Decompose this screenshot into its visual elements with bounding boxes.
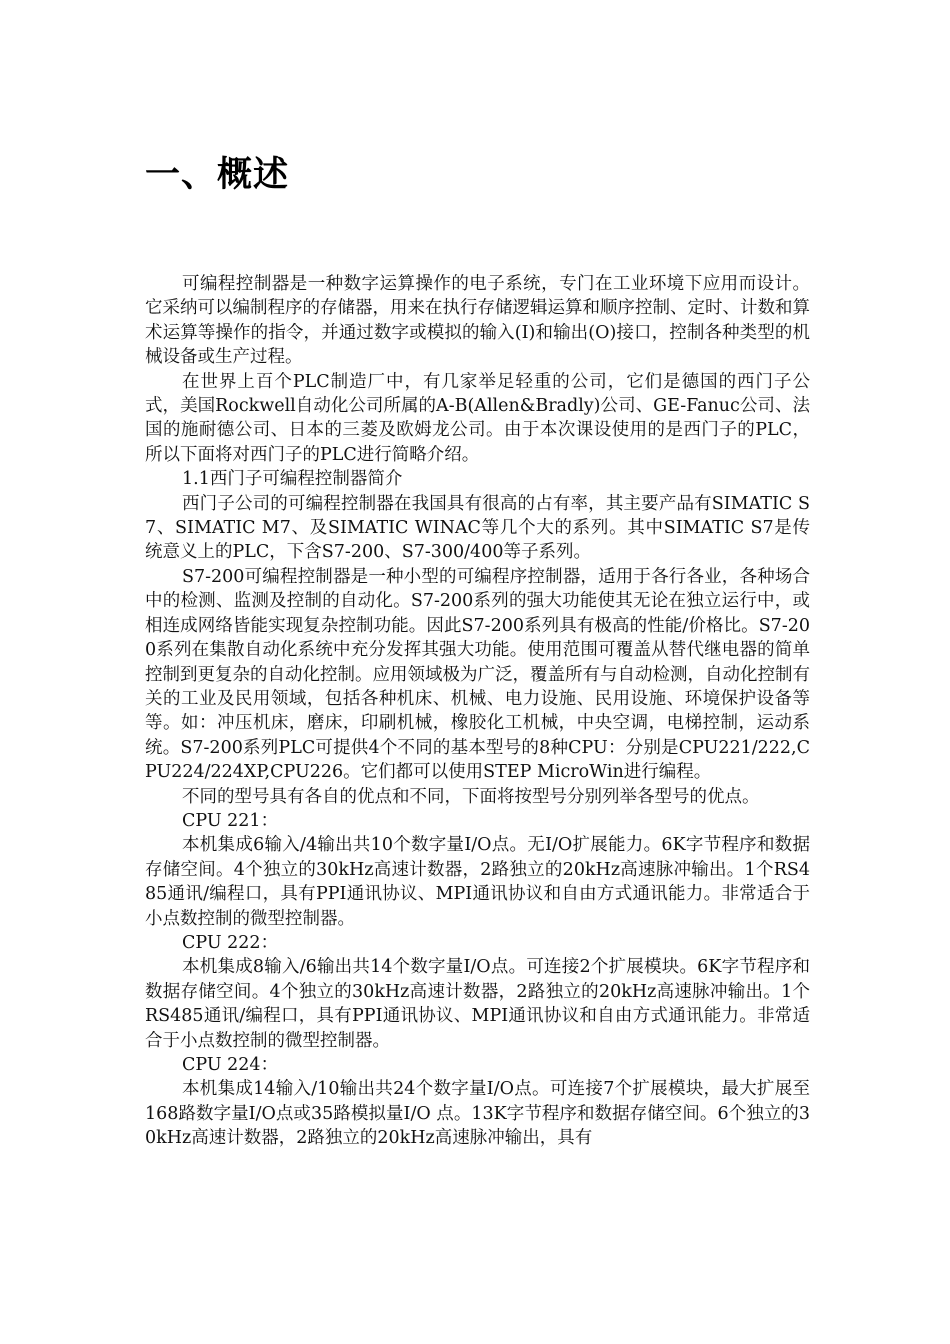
paragraph-cpu224: 本机集成14输入/10输出共24个数字量I/O点。可连接7个扩展模块，最大扩展至168路数字量I/O点或35路模拟量I/O 点。13K字节程序和数据存储空间。6个独立的30kHz高速计数器，2路独立的20kHz高速脉冲输出，具有 — [145, 1079, 810, 1149]
subsection-heading: 1.1西门子可编程控制器简介 — [182, 469, 403, 490]
model-label-cpu222: CPU 222： — [182, 932, 279, 953]
paragraph-cpu222: 本机集成8输入/6输出共14个数字量I/O点。可连接2个扩展模块。6K字节程序和数据存储空间。4个独立的30kHz高速计数器，2路独立的20kHz高速脉冲输出。1个RS485通讯/编程口，具有PPI通讯协议、MPI通讯协议和自由方式通讯能力。非常适合于小点数控制的微型控制器。 — [145, 957, 810, 1051]
paragraph-cpu221: 本机集成6输入/4输出共10个数字量I/O点。无I/O扩展能力。6K字节程序和数据存储空间。4个独立的30kHz高速计数器，2路独立的20kHz高速脉冲输出。1个RS485通讯/编程口，具有PPI通讯协议、MPI通讯协议和自由方式通讯能力。非常适合于小点数控制的微型控制器。 — [145, 835, 810, 929]
paragraph-model-intro: 不同的型号具有各自的优点和不同，下面将按型号分别列举各型号的优点。 — [182, 786, 760, 807]
section-heading: 一、概述 — [145, 155, 290, 195]
paragraph-plc-manufacturers: 在世界上百个PLC制造厂中，有几家举足轻重的公司，它们是德国的西门子公式，美国Rockwell自动化公司所属的A-B(Allen&Bradly)公司、GE-Fanuc公司、法国的施耐德公司、日本的三菱及欧姆龙公司。由于本次课设使用的是西门子的PLC，所以下面将对西门子的PLC进行简略介绍。 — [145, 371, 810, 465]
paragraph-s7-200-overview: S7-200可编程控制器是一种小型的可编程序控制器，适用于各行各业，各种场合中的检测、监测及控制的自动化。S7-200系列的强大功能使其无论在独立运行中，或相连成网络皆能实现复杂控制功能。因此S7-200系列具有极高的性能/价格比。S7-200系列在集散自动化系统中充分发挥其强大功能。使用范围可覆盖从替代继电器的简单控制到更复杂的自动化控制。应用领域极为广泛，覆盖所有与自动检测，自动化控制有关的工业及民用领域，包括各种机床、机械、电力设施、民用设施、环境保护设备等等。如：冲压机床，磨床，印刷机械，橡胶化工机械，中央空调，电梯控制，运动系统。S7-200系列PLC可提供4个不同的基本型号的8种CPU：分别是CPU221/222,CPU224/224XP,CPU226。它们都可以使用STEP MicroWin进行编程。 — [145, 566, 810, 783]
paragraph-siemens-products: 西门子公司的可编程控制器在我国具有很高的占有率，其主要产品有SIMATIC S7、SIMATIC M7、及SIMATIC WINAC等几个大的系列。其中SIMATIC S7是传统意义上的PLC，下含S7-200、S7-300/400等子系列。 — [145, 493, 810, 563]
model-label-cpu221: CPU 221： — [182, 810, 279, 831]
paragraph-plc-definition: 可编程控制器是一种数字运算操作的电子系统，专门在工业环境下应用而设计。它采纳可以编制程序的存储器，用来在执行存储逻辑运算和顺序控制、定时、计数和算术运算等操作的指令，并通过数字或模拟的输入(I)和输出(O)接口，控制各种类型的机械设备或生产过程。 — [145, 274, 810, 368]
model-label-cpu224: CPU 224： — [182, 1055, 279, 1075]
body-text — [145, 272, 810, 1151]
